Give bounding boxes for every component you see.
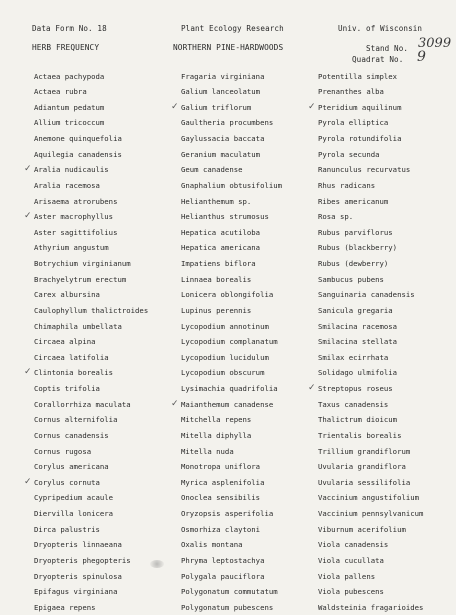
species-item [34,459,148,475]
species-name: Polygala pauciflora [181,572,264,581]
species-item [34,334,148,350]
species-item [318,490,423,506]
species-item [181,569,282,585]
species-name: Pteridium aquilinum [318,103,401,112]
species-item [34,115,148,131]
species-name: Botrychium virginianum [34,259,131,268]
species-name: Rubus parviflorus [318,228,393,237]
species-item [34,209,148,225]
species-item [318,553,423,569]
species-item [318,459,423,475]
check-mark-icon: ✓ [171,100,179,116]
species-name: Viola cucullata [318,556,384,565]
species-item [318,287,423,303]
species-item [181,256,282,272]
species-name: Uvularia grandiflora [318,462,406,471]
species-item [318,522,423,538]
quadrat-label: Quadrat No. [352,55,403,64]
species-item [34,178,148,194]
species-item [318,147,423,163]
species-column-3 [318,69,423,615]
species-item [34,490,148,506]
species-item [34,240,148,256]
species-item [181,131,282,147]
species-name: Cypripedium acaule [34,493,113,502]
species-name: Dryopteris phegopteris [34,556,131,565]
species-item [181,287,282,303]
species-name: Trientalis borealis [318,431,401,440]
species-item [318,240,423,256]
species-name: Gaylussacia baccata [181,134,264,143]
community-title: NORTHERN PINE-HARDWOODS [173,43,283,52]
species-item [181,319,282,335]
species-column-2 [181,69,282,615]
species-item [34,365,148,381]
species-item [34,584,148,600]
species-name: Lycopodium annotinum [181,322,269,331]
species-item [181,84,282,100]
species-name: Maianthemum canadense [181,400,273,409]
species-item [181,537,282,553]
species-item [34,100,148,116]
species-name: Adiantum pedatum [34,103,104,112]
species-name: Clintonia borealis [34,368,113,377]
species-name: Rosa sp. [318,212,353,221]
species-name: Oxalis montana [181,540,243,549]
species-name: Smilacina stellata [318,337,397,346]
species-name: Lycopodium obscurum [181,368,264,377]
species-name: Myrica asplenifolia [181,478,264,487]
species-name: Geum canadense [181,165,243,174]
species-name: Vaccinium pennsylvanicum [318,509,423,518]
species-item [318,69,423,85]
species-item [34,319,148,335]
species-name: Aquilegia canadensis [34,150,122,159]
species-item [318,350,423,366]
check-mark-icon: ✓ [308,100,316,116]
species-item [181,584,282,600]
species-name: Rubus (blackberry) [318,243,397,252]
species-item [34,444,148,460]
species-item [181,303,282,319]
species-name: Caulophyllum thalictroides [34,306,148,315]
species-item [318,303,423,319]
species-name: Oryzopsis asperifolia [181,509,273,518]
species-item [318,475,423,491]
species-item [318,178,423,194]
species-item [34,537,148,553]
species-item [318,162,423,178]
species-name: Aralia racemosa [34,181,100,190]
species-name: Linnaea borealis [181,275,251,284]
species-item [181,365,282,381]
species-name: Dirca palustris [34,525,100,534]
species-name: Streptopus roseus [318,384,393,393]
species-name: Actaea rubra [34,87,87,96]
species-item [181,553,282,569]
species-name: Brachyelytrum erectum [34,275,126,284]
species-name: Lupinus perennis [181,306,251,315]
species-item [181,69,282,85]
species-name: Pyrola rotundifolia [318,134,401,143]
species-item [34,84,148,100]
species-name: Dryopteris spinulosa [34,572,122,581]
species-item [318,334,423,350]
species-item [318,319,423,335]
species-item [34,194,148,210]
species-name: Trillium grandiflorum [318,447,410,456]
species-name: Helianthus strumosus [181,212,269,221]
species-name: Viola canadensis [318,540,388,549]
species-name: Prenanthes alba [318,87,384,96]
species-name: Taxus canadensis [318,400,388,409]
check-mark-icon: ✓ [308,381,316,397]
species-item [34,428,148,444]
species-name: Ribes americanum [318,197,388,206]
species-item [34,553,148,569]
species-item [318,131,423,147]
species-item [181,272,282,288]
species-item [318,115,423,131]
species-item [181,459,282,475]
species-item [318,569,423,585]
stand-label: Stand No. [366,44,408,53]
species-item [181,147,282,163]
species-item [318,412,423,428]
species-item [34,131,148,147]
species-name: Chimaphila umbellata [34,322,122,331]
species-name: Diervilla lonicera [34,509,113,518]
species-name: Coptis trifolia [34,384,100,393]
species-name: Aralia nudicaulis [34,165,109,174]
species-item [181,209,282,225]
species-item [181,428,282,444]
species-item [181,522,282,538]
species-name: Hepatica americana [181,243,260,252]
species-name: Polygonatum pubescens [181,603,273,612]
species-item [34,600,148,615]
species-name: Galium triflorum [181,103,251,112]
species-name: Phryma leptostachya [181,556,264,565]
species-name: Corylus americana [34,462,109,471]
species-item [34,522,148,538]
species-item [34,412,148,428]
species-name: Corallorrhiza maculata [34,400,131,409]
species-item [181,115,282,131]
species-name: Solidago ulmifolia [318,368,397,377]
species-column-1 [34,69,148,615]
species-name: Dryopteris linnaeana [34,540,122,549]
species-item [318,584,423,600]
species-item [181,225,282,241]
species-name: Epigaea repens [34,603,96,612]
species-name: Thalictrum dioicum [318,415,397,424]
stand-number-handwritten: 3099 [418,36,451,51]
species-name: Gnaphalium obtusifolium [181,181,282,190]
species-name: Viola pallens [318,572,375,581]
species-item [181,600,282,615]
paper-smudge [150,560,164,568]
species-name: Carex albursina [34,290,100,299]
species-name: Aster sagittifolius [34,228,117,237]
species-item [181,178,282,194]
species-item [34,256,148,272]
species-item [318,84,423,100]
species-item [34,225,148,241]
species-name: Uvularia sessilifolia [318,478,410,487]
check-mark-icon: ✓ [24,365,32,381]
species-name: Smilax ecirrhata [318,353,388,362]
species-item [34,147,148,163]
species-item [318,428,423,444]
species-name: Osmorhiza claytoni [181,525,260,534]
species-name: Rhus radicans [318,181,375,190]
species-name: Epifagus virginiana [34,587,117,596]
species-item [181,240,282,256]
species-item [318,444,423,460]
species-item [34,475,148,491]
species-name: Sambucus pubens [318,275,384,284]
species-item [318,537,423,553]
species-name: Gaultheria procumbens [181,118,273,127]
species-item [318,100,423,116]
check-mark-icon: ✓ [24,475,32,491]
species-item [34,272,148,288]
species-item [34,569,148,585]
species-item [181,162,282,178]
species-name: Cornus alternifolia [34,415,117,424]
species-item [318,209,423,225]
species-name: Viola pubescens [318,587,384,596]
species-item [34,287,148,303]
species-item [318,381,423,397]
species-item [318,256,423,272]
species-item [318,225,423,241]
species-name: Hepatica acutiloba [181,228,260,237]
species-item [181,100,282,116]
species-item [34,162,148,178]
species-item [318,194,423,210]
species-name: Vaccinium angustifolium [318,493,419,502]
species-item [181,334,282,350]
species-name: Arisaema atrorubens [34,197,117,206]
species-name: Monotropa uniflora [181,462,260,471]
species-name: Sanicula gregaria [318,306,393,315]
species-item [181,444,282,460]
species-item [34,506,148,522]
species-name: Circaea alpina [34,337,96,346]
species-name: Mitchella repens [181,415,251,424]
species-name: Allium tricoccum [34,118,104,127]
species-item [181,194,282,210]
species-name: Pyrola elliptica [318,118,388,127]
form-number: Data Form No. 18 [32,24,107,33]
species-name: Rubus (dewberry) [318,259,388,268]
species-name: Mitella nuda [181,447,234,456]
species-name: Corylus cornuta [34,478,100,487]
species-name: Impatiens biflora [181,259,256,268]
species-name: Lonicera oblongifolia [181,290,273,299]
organization-name: Plant Ecology Research [181,24,284,33]
species-name: Geranium maculatum [181,150,260,159]
species-item [318,272,423,288]
species-name: Lysimachia quadrifolia [181,384,278,393]
species-item [181,506,282,522]
university-name: Univ. of Wisconsin [338,24,422,33]
species-name: Potentilla simplex [318,72,397,81]
species-name: Cornus canadensis [34,431,109,440]
species-item [181,350,282,366]
species-item [34,303,148,319]
species-name: Mitella diphylla [181,431,251,440]
species-item [318,397,423,413]
species-name: Smilacina racemosa [318,322,397,331]
species-name: Polygonatum commutatum [181,587,278,596]
species-name: Athyrium angustum [34,243,109,252]
species-name: Onoclea sensibilis [181,493,260,502]
species-name: Galium lanceolatum [181,87,260,96]
species-name: Cornus rugosa [34,447,91,456]
species-item [34,350,148,366]
species-name: Fragaria virginiana [181,72,264,81]
species-name: Lycopodium complanatum [181,337,278,346]
species-item [181,397,282,413]
species-name: Aster macrophyllus [34,212,113,221]
form-title: HERB FREQUENCY [32,43,99,52]
species-name: Lycopodium lucidulum [181,353,269,362]
species-name: Pyrola secunda [318,150,380,159]
species-name: Viburnum acerifolium [318,525,406,534]
species-item [181,475,282,491]
species-name: Ranunculus recurvatus [318,165,410,174]
check-mark-icon: ✓ [24,162,32,178]
species-name: Waldsteinia fragarioides [318,603,423,612]
species-name: Anemone quinquefolia [34,134,122,143]
species-name: Actaea pachypoda [34,72,104,81]
species-item [34,381,148,397]
species-name: Sanguinaria canadensis [318,290,415,299]
species-name: Circaea latifolia [34,353,109,362]
species-item [181,412,282,428]
species-item [318,365,423,381]
species-item [181,490,282,506]
species-name: Helianthemum sp. [181,197,251,206]
species-item [34,69,148,85]
species-item [34,397,148,413]
check-mark-icon: ✓ [171,397,179,413]
species-item [181,381,282,397]
quadrat-number-handwritten: 9 [417,49,426,65]
species-item [318,506,423,522]
check-mark-icon: ✓ [24,209,32,225]
species-item [318,600,423,615]
